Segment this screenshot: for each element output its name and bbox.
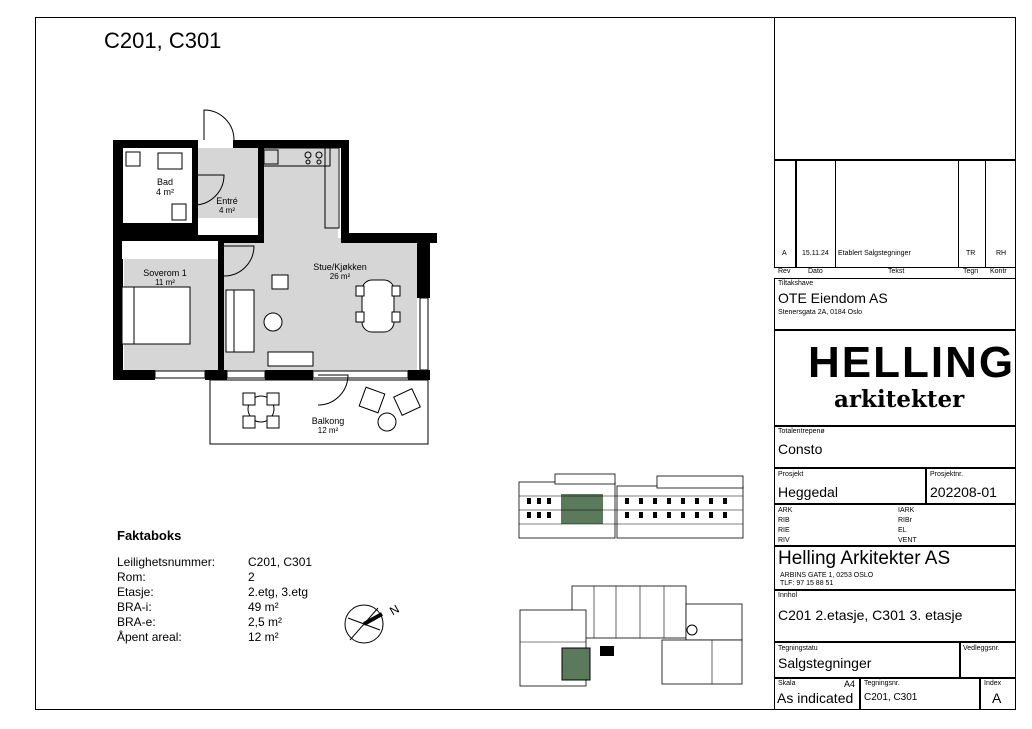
index-label: Index xyxy=(984,680,1002,687)
fakta-value: 49 m² xyxy=(248,600,279,614)
firm-address: ARBINS GATE 1, 0253 OSLO xyxy=(780,572,874,579)
rev-kontr: RH xyxy=(996,250,1007,257)
north-label: N xyxy=(387,601,402,619)
prosjekt: Heggedal xyxy=(778,484,838,500)
discipline-el: EL xyxy=(898,527,907,534)
fakta-label: BRA-i: xyxy=(117,600,152,614)
facade-highlight xyxy=(561,494,603,524)
room-label-bad: Bad 4 m² xyxy=(156,177,174,197)
discipline-iark: IARK xyxy=(898,507,915,514)
totalentreprenor-label: Totalentrepenø xyxy=(778,428,825,435)
key-plan xyxy=(508,578,754,690)
discipline-ribr: RIBr xyxy=(898,517,912,524)
tegningstatus: Salgstegninger xyxy=(778,655,872,671)
tegningstatus-label: Tegningstatu xyxy=(778,645,818,652)
rev-header-text: Tekst xyxy=(888,268,905,275)
totalentreprenor: Consto xyxy=(778,441,823,457)
room-label-balkong: Balkong 12 m² xyxy=(311,416,345,435)
fakta-value: C201, C301 xyxy=(248,555,313,569)
fakta-label: Åpent areal: xyxy=(117,630,182,644)
discipline-rib: RIB xyxy=(778,517,790,524)
north-arrow-icon xyxy=(340,600,410,650)
rev-header-tegn: Tegn xyxy=(963,268,979,275)
tiltakshaver-address: Stenersgata 2A, 0184 Oslo xyxy=(778,309,863,316)
facade-key-plan xyxy=(505,468,751,540)
keyplan-highlight xyxy=(562,648,590,680)
armchair xyxy=(272,275,288,289)
innhold-label: Innhol xyxy=(778,592,798,599)
sofa xyxy=(226,290,254,352)
index: A xyxy=(992,690,1002,706)
fakta-value: 2 xyxy=(248,570,255,584)
room-label-stue: Stue/Kjøkken 26 m² xyxy=(313,262,367,281)
fakta-heading: Faktaboks xyxy=(117,528,182,543)
bed xyxy=(122,287,190,344)
tiltakshaver-name: OTE Eiendom AS xyxy=(778,290,888,306)
discipline-ark: ARK xyxy=(778,507,793,514)
vedlegg-label: Vedleggsnr. xyxy=(963,645,1000,652)
dining-table xyxy=(356,280,400,332)
rev-date: 15.11.24 xyxy=(802,250,829,257)
discipline-vent: VENT xyxy=(898,537,917,544)
disciplines-box xyxy=(774,504,1016,546)
prosjektnr-label: Prosjektnr. xyxy=(930,471,964,478)
fakta-label: Rom: xyxy=(117,570,146,584)
paper-size: A4 xyxy=(844,679,856,689)
fakta-value: 12 m² xyxy=(248,630,279,644)
rev-letter: A xyxy=(782,250,787,257)
tiltakshaver-label: Tiltakshave xyxy=(778,280,814,287)
firm-phone: TLF: 97 15 88 51 xyxy=(780,580,834,587)
innhold: C201 2.etasje, C301 3. etasje xyxy=(778,607,963,623)
rev-tegn: TR xyxy=(966,250,976,257)
room-label-soverom: Soverom 1 11 m² xyxy=(143,268,187,287)
fakta-value: 2,5 m² xyxy=(248,615,283,629)
fakta-label: Etasje: xyxy=(117,585,154,599)
rev-header-date: Dato xyxy=(808,268,823,275)
discipline-riv: RIV xyxy=(778,537,790,544)
firm-name: Helling Arkitekter AS xyxy=(778,548,951,569)
fakta-label: BRA-e: xyxy=(117,615,156,629)
drawing-title: C201, C301 xyxy=(104,28,222,53)
fakta-value: 2.etg, 3.etg xyxy=(248,585,309,599)
rev-text: Etablert Salgstegninger xyxy=(838,250,911,257)
discipline-rie: RIE xyxy=(778,527,790,534)
prosjektnr: 202208-01 xyxy=(930,484,997,500)
tegningsnr-label: Tegningsnr. xyxy=(864,680,900,687)
rev-header-rev: Rev xyxy=(778,268,791,275)
room-label-entre: Entré 4 m² xyxy=(216,196,238,215)
title-block-blank xyxy=(774,17,1016,160)
tegningsnr: C201, C301 xyxy=(864,692,918,703)
logo-helling: HELLING xyxy=(808,338,1016,387)
logo-arkitekter: arkitekter xyxy=(834,386,965,413)
skala-label: Skala xyxy=(778,680,796,687)
tv-bench xyxy=(268,352,313,366)
prosjekt-label: Prosjekt xyxy=(778,471,804,478)
skala: As indicated xyxy=(777,690,854,706)
fakta-label: Leilighetsnummer: xyxy=(117,555,216,569)
rev-header-kontr: Kontr xyxy=(990,268,1007,275)
coffee-table xyxy=(264,313,282,331)
